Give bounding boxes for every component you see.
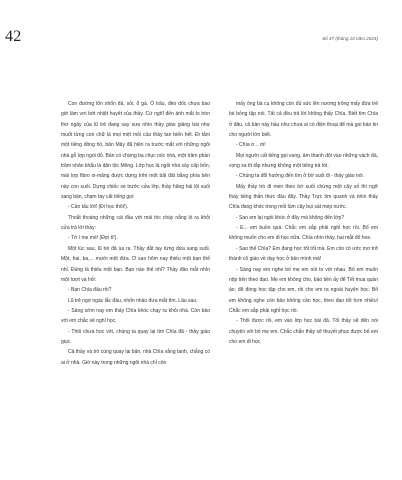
page-number: 42 <box>5 28 22 45</box>
paragraph: Lũ trẻ ngơ ngác lắc đầu, nhốn nháo đưa mắt tìm. Lâu sau: <box>68 297 198 304</box>
paragraph: mấy ông bà cụ không còn đủ sức lên nương trông mấy đứa trẻ bé bỏng tập nói. Tất cả đều trả lời không thấy Chìa. Biết tìm Chìa ở đâu, cả bản này hầu như chưa ai có điện thoại để mà gọi báo tin cho người lớn biết. <box>229 101 378 139</box>
paragraph: Cả thầy và trò cùng quay lại bản, nhà Chìa vắng tanh, chẳng có ai ở nhà. Giờ này trong những ngôi nhà chỉ còn <box>61 349 210 366</box>
paragraph: Mọi người cất tiếng gọi vang, âm thanh dội vào những vách đá, vọng xa tít tắp nhưng không một tiếng trả lời. <box>229 152 378 170</box>
paragraph: Con đường lổn nhổn đá, sỏi, ổ gà. Ổ trâu, đèo dốc chưa bao giờ làm vơi bớt nhiệt huyết của thầy. Cứ nghĩ đến ánh mắt to tròn thơ ngây của lũ trẻ đang say sưa nhìn thầy giáo giảng bài như muốt từng con chữ là mọi mệt mỏi của thầy tan biến hết. Đi tắm một tiếng đồng hồ, bản Mây đã hiện ra trước mắt với những ngôi nhà gỗ lợp ngói đỏ. Bản có chừng ba chục nóc nhà, một trăm phần trăm nhân khẩu là dân tộc Mông. Lớp học là ngôi nhà xây cấp bốn, mái lợp fibro xi-măng được dựng trên một bãi đất bằng phía bên này con suối. Dựng chiếc xe trước cửa lớp, thầy hăng hái lội suối sang bản, chạm tay cất tiếng gọi: <box>61 101 210 201</box>
right-text-column <box>229 99 378 347</box>
paragraph: - Sáng sớm nay em thấy Chìa khóc chạy ra khỏi nhà. Còn bảo với em chắc sẽ nghỉ học. <box>61 307 210 325</box>
paragraph: - Cần tấu lớt! (Đi học thôi!). <box>68 204 129 211</box>
paragraph: Một lúc sau, lũ trẻ đã ùa ra. Thầy dắt tay từng đứa sang suối. Một, hai, ba,... mười một đứa. Ơ sao hôm nay thiếu một bạn thế nhỉ. Đúng là thiếu một bạn. Bạn nào thế nhỉ? Thầy đảo mắt nhìn một lượt và hỏi: <box>61 245 210 283</box>
paragraph: Mấy thầy trò đi men theo bờ suối chừng một cây số thì ngỡ thấy tiếng thấn thức đâu đây. Thầy Trực tìm quanh và nhìn thấy Chìa đang khóc trong mỏi lùm cây bụi sát mép nước. <box>229 183 378 211</box>
paragraph: - Bạn Chìa đâu rồi? <box>68 287 112 294</box>
paragraph: - Tớ ì me mé! (Đợi tí!). <box>68 235 118 242</box>
paragraph: - Thôi chưa học với, chúng ta quay lại tìm Chìa đã - thầy giáo giục. <box>61 328 210 345</box>
paragraph: - Sao thế Chìa? Em đang học tốt tốt mà. Em còn có ước mơ trở thành cô giáo về dạy học ở bản mình mà! <box>229 245 378 263</box>
paragraph: - Sáng nay em nghe bố mẹ em nói to với nhau. Bố em muốn nộp tiền theo đạo. Mẹ em không cho, bảo tiền ấy để Tết mua quần áo, để đóng học tập cho em, rồi cho em ra ngoài huyện học. Bố em không nghe còn bảo không cần học, theo đạo tốt hơn nhiều! Chắc em sắp phải nghỉ học rồi. <box>229 266 378 314</box>
issue-info: Số 47 (tháng 10 năm 2024) <box>322 36 378 41</box>
paragraph: Thoắt thoáng những cái đầu với mái tóc cháy nắng ló ra khỏi cửa trả lời thầy: <box>61 214 210 232</box>
paragraph: - E... em buồn quá. Chắc em sắp phải nghỉ học rồi. Bố em không muốn cho em đi học nữa. Chìa nhìn thầy, hai mắt đỏ hoe. <box>229 225 378 242</box>
left-text-column <box>61 99 210 368</box>
paragraph: - Chúng ta đổi hướng đến tìm ở bờ suối đi - thầy giáo nói. <box>236 173 364 180</box>
paragraph: - Chìa ơ... ơi! <box>236 142 266 149</box>
paragraph: - Sao em lại ngồi khóc ở đây mà không đến lớp? <box>236 214 345 221</box>
paragraph: - Thôi được rồi, em vào lớp học bài đã. Tối thầy sẽ đến nói chuyện với bố mẹ em. Chắc chắn thầy sẽ thuyết phục được bố em cho em đi học. <box>229 318 378 345</box>
